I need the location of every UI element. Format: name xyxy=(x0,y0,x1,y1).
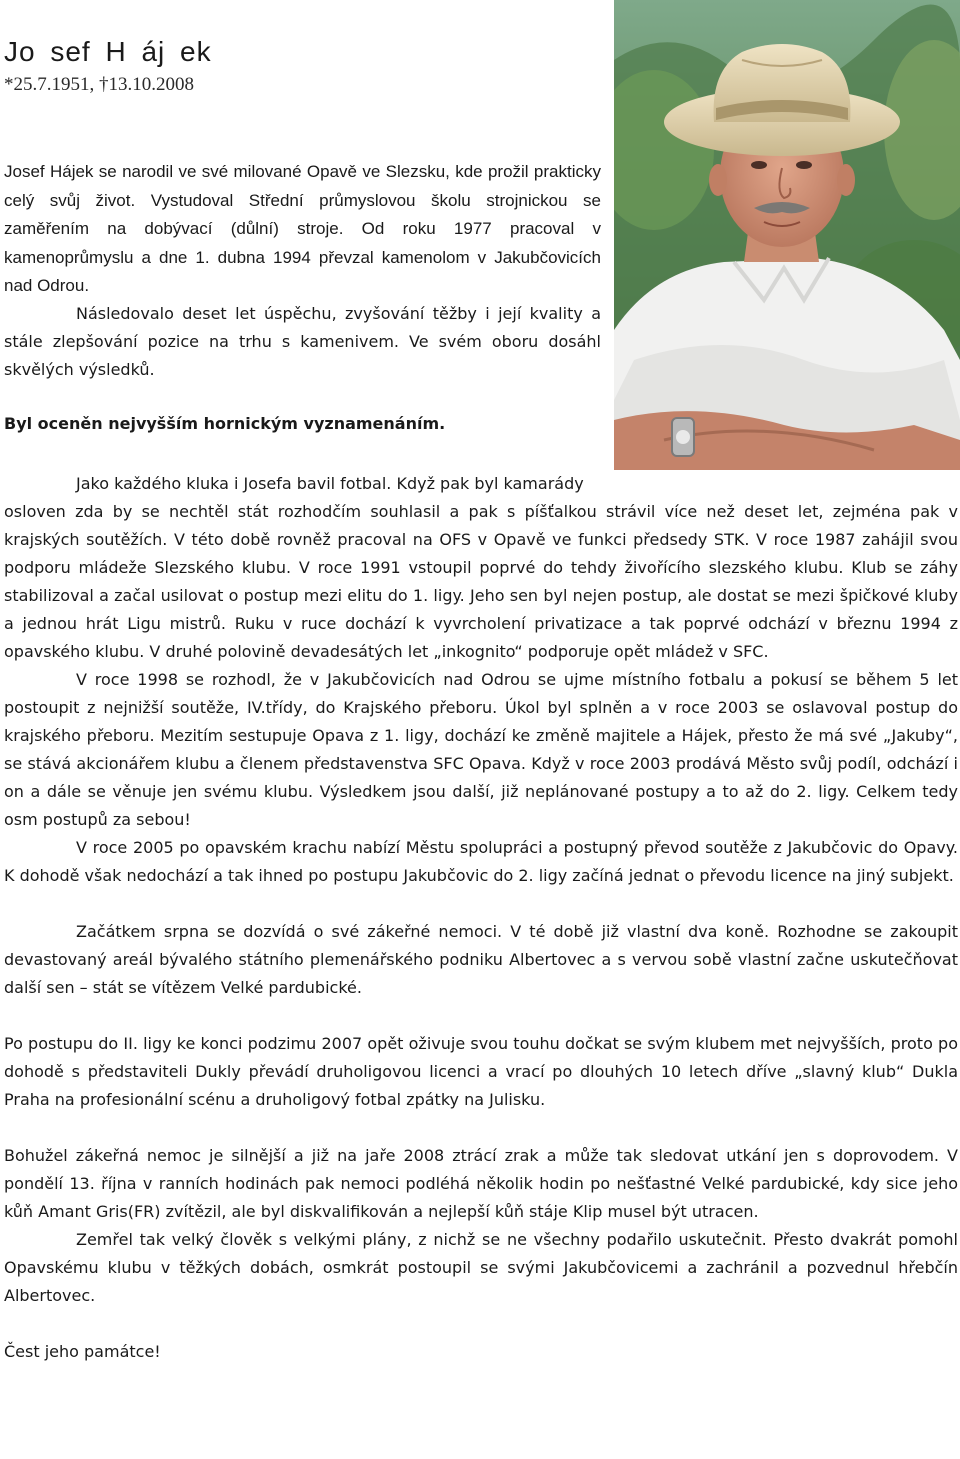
paragraph-jakubcovice: V roce 1998 se rozhodl, že v Jakubčovicích nad Odrou se ujme místního fotbalu a pokusí se během 5 let postoupit z nejnižší soutěže, IV.třídy, do Krajského přeboru. Úkol byl splněn a v roce 2003 se oslavoval postup do krajského přeboru. Mezitím sestupuje Opava z 1. ligy, dochází ke změně majitele a Hájek, přesto že má své „Jakuby“, se stává akcionářem klubu a členem představenstva SFC Opava. Když v roce 2003 prodává Město svůj podíl, odchází i on a dále se věnuje jen svému klubu. Výsledkem jsou další, již neplánované postupy a to až do 2. ligy. Celkem tedy osm postupů za sebou! xyxy=(4,670,958,829)
paragraph-2005: V roce 2005 po opavském krachu nabízí Městu spolupráci a postupný převod soutěže z Jakubčovic do Opavy. K dohodě však nedochází a tak ihned po postupu Jakubčovic do 2. ligy začíná jednat o převodu licence na jiný subjekt. xyxy=(4,838,958,885)
paragraph-dukla: Po postupu do II. ligy ke konci podzimu 2007 opět oživuje svou touhu dočkat se svým klubem met nejvyšších, proto po dohodě s představiteli Dukly převádí druholigovou licenci a vrací po dlouhých 10 letech dříve „slavný klub“ Dukla Praha na profesionální scénu a druholigový fotbal zpátky na Julisku. xyxy=(4,1034,958,1109)
life-dates: *25.7.1951, †13.10.2008 xyxy=(4,74,194,95)
closing-line: Čest jeho památce! xyxy=(4,1342,161,1361)
intro-paragraph-1: Josef Hájek se narodil ve své milované Opavě ve Slezsku, kde prožil prakticky celý svůj život. Vystudoval Střední průmyslovou školu strojnickou se zaměřením na dobývací (důlní) stroje. Od roku 1977 pracoval v kamenoprůmyslu a dne 1. dubna 1994 převzal kamenolom v Jakubčovicích nad Odrou. xyxy=(4,162,601,295)
spacer xyxy=(4,1114,958,1142)
paragraph-2008: Bohužel zákeřná nemoc je silnější a již na jaře 2008 ztrácí zrak a může tak sledovat utkání jen s doprovodem. V pondělí 13. října v ranních hodinách pak nemoci podléhá několik hodin po nešťastné Velké pardubické, kdy sice jeho kůň Amant Gris(FR) zvítězil, ale byl diskvalifikován a nejlepší kůň stáje Klip musel být utracen. xyxy=(4,1146,958,1221)
paragraph-football xyxy=(4,470,958,666)
paragraph-illness: Začátkem srpna se dozvídá o své zákeřné nemoci. V té době již vlastní dva koně. Rozhodne se zakoupit devastovaný areál bývalého státního plemenářského podniku Albertovec a s vervou sobě vlastní začne uskutečňovat další sen – stát se vítězem Velké pardubické. xyxy=(4,922,958,997)
spacer xyxy=(4,1002,958,1030)
award-statement: Byl oceněn nejvyšším hornickým vyznamenáním. xyxy=(4,414,446,433)
spacer xyxy=(4,1310,958,1338)
page-title: Jo sef H áj ek xyxy=(4,36,212,67)
article-body xyxy=(4,470,958,1366)
paragraph-legacy: Zemřel tak velký člověk s velkými plány, z nichž se ne všechny podařilo uskutečnit. Přesto dvakrát pomohl Opavskému klubu v těžkých dobách, osmkrát postoupil se svými Jakubčovicemi a zachránil a pozvednul hřebčín Albertovec. xyxy=(4,1230,958,1305)
paragraph-football-first-line: Jako každého kluka i Josefa bavil fotbal. Když pak byl kamarády xyxy=(76,474,584,493)
paragraph-football-rest: osloven zda by se nechtěl stát rozhodčím souhlasil a pak s píšťalkou strávil více než deset let, zejména pak v krajských soutěžích. V této době rovněž pracoval na OFS v Opavě ve funkci předsedy STK. V roce 1987 zahájil svou podporu mládeže Slezského klubu. V roce 1991 vstoupil poprvé do tehdy živořícího slezského klubu. Klub se záhy stabilizoval a začal usilovat o postup mezi elitu do 1. ligy. Jeho sen byl nejen postup, ale dostat se mezi špičkové kluby a jednou hrát Ligu mistrů. Ruku v ruce dochází k vyvrcholení privatizace a tak poprvé odchází v březnu 1994 z opavského klubu. V druhé polovině devadesátých let „inkognito“ podporuje opět mládež v SFC. xyxy=(4,502,958,661)
intro-paragraph-2: Následovalo deset let úspěchu, zvyšování těžby i její kvality a stále zlepšování pozice na trhu s kamenivem. Ve svém oboru dosáhl skvělých výsledků. xyxy=(4,304,601,379)
spacer xyxy=(4,890,958,918)
portrait-photo xyxy=(614,0,960,470)
